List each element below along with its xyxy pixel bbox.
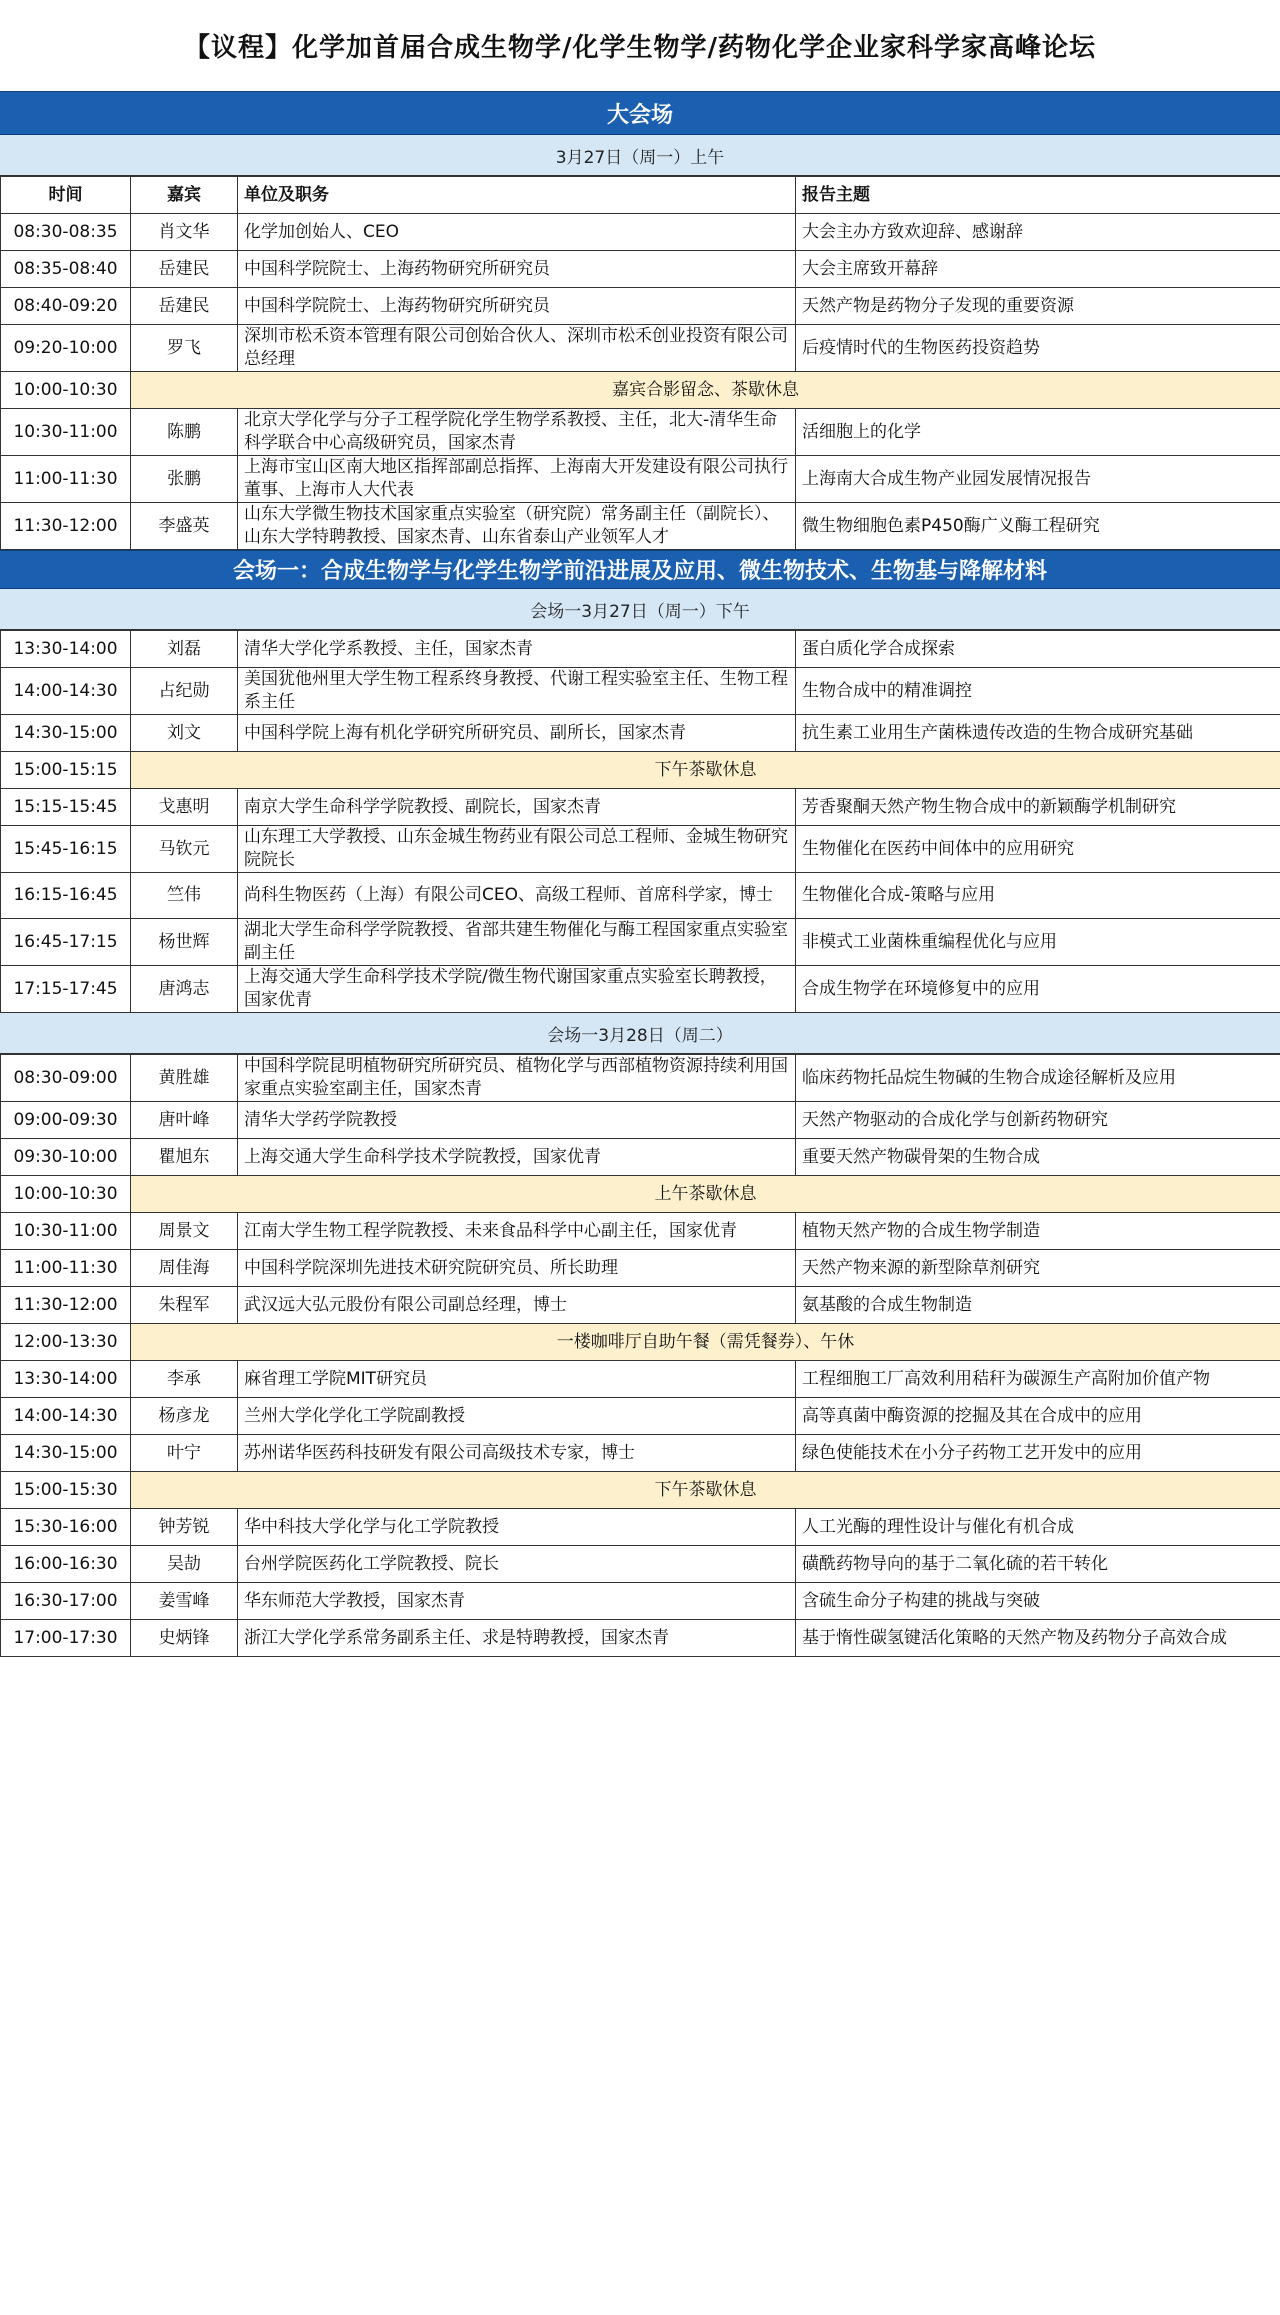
table-row: [1, 1509, 1280, 1546]
row-speaker: 周佳海: [131, 1250, 238, 1287]
row-time: 09:30-10:00: [1, 1139, 131, 1176]
row-time: 10:30-11:00: [1, 1213, 131, 1250]
row-time: 08:40-09:20: [1, 288, 131, 325]
row-topic: 磺酰药物导向的基于二氧化硫的若干转化: [796, 1546, 1280, 1583]
break-time: 15:00-15:30: [1, 1472, 131, 1509]
row-topic: 基于惰性碳氢键活化策略的天然产物及药物分子高效合成: [796, 1620, 1280, 1657]
table-row: [1, 826, 1280, 873]
row-topic: 生物合成中的精准调控: [796, 668, 1280, 715]
row-time: 15:45-16:15: [1, 826, 131, 873]
row-time: 15:15-15:45: [1, 789, 131, 826]
header-org: 单位及职务: [238, 177, 796, 214]
break-row: [1, 1324, 1280, 1361]
row-topic: 植物天然产物的合成生物学制造: [796, 1213, 1280, 1250]
table-row: [1, 873, 1280, 919]
session-date: 3月27日（周一）上午: [0, 135, 1280, 176]
row-time: 14:00-14:30: [1, 668, 131, 715]
row-organization: 中国科学院上海有机化学研究所研究员、副所长，国家杰青: [238, 715, 796, 752]
table-row: [1, 1620, 1280, 1657]
row-topic: 氨基酸的合成生物制造: [796, 1287, 1280, 1324]
table-row: [1, 1102, 1280, 1139]
table-row: [1, 668, 1280, 715]
row-organization: 兰州大学化学化工学院副教授: [238, 1398, 796, 1435]
row-time: 08:30-09:00: [1, 1055, 131, 1102]
row-time: 14:30-15:00: [1, 715, 131, 752]
row-time: 08:35-08:40: [1, 251, 131, 288]
row-topic: 活细胞上的化学: [796, 409, 1280, 456]
row-organization: 上海交通大学生命科学技术学院教授，国家优青: [238, 1139, 796, 1176]
row-topic: 后疫情时代的生物医药投资趋势: [796, 325, 1280, 372]
row-speaker: 戈惠明: [131, 789, 238, 826]
row-organization: 华东师范大学教授，国家杰青: [238, 1583, 796, 1620]
row-speaker: 占纪勋: [131, 668, 238, 715]
row-organization: 麻省理工学院MIT研究员: [238, 1361, 796, 1398]
break-time: 15:00-15:15: [1, 752, 131, 789]
row-time: 09:20-10:00: [1, 325, 131, 372]
row-speaker: 史炳锋: [131, 1620, 238, 1657]
header-topic: 报告主题: [796, 177, 1280, 214]
row-organization: 南京大学生命科学学院教授、副院长，国家杰青: [238, 789, 796, 826]
row-time: 15:30-16:00: [1, 1509, 131, 1546]
row-time: 16:45-17:15: [1, 919, 131, 966]
table-row: [1, 1583, 1280, 1620]
row-topic: 天然产物是药物分子发现的重要资源: [796, 288, 1280, 325]
row-organization: 清华大学药学院教授: [238, 1102, 796, 1139]
row-topic: 天然产物来源的新型除草剂研究: [796, 1250, 1280, 1287]
row-speaker: 唐叶峰: [131, 1102, 238, 1139]
row-time: 13:30-14:00: [1, 1361, 131, 1398]
row-speaker: 李盛英: [131, 503, 238, 550]
row-organization: 中国科学院院士、上海药物研究所研究员: [238, 288, 796, 325]
session-date: 会场一3月28日（周二）: [0, 1013, 1280, 1054]
row-time: 14:00-14:30: [1, 1398, 131, 1435]
row-time: 16:15-16:45: [1, 873, 131, 919]
row-speaker: 张鹏: [131, 456, 238, 503]
table-row: [1, 1435, 1280, 1472]
row-topic: 芳香聚酮天然产物生物合成中的新颖酶学机制研究: [796, 789, 1280, 826]
table-row: [1, 1250, 1280, 1287]
row-organization: 上海交通大学生命科学技术学院/微生物代谢国家重点实验室长聘教授，国家优青: [238, 966, 796, 1013]
row-organization: 中国科学院昆明植物研究所研究员、植物化学与西部植物资源持续利用国家重点实验室副主任，国家杰青: [238, 1055, 796, 1102]
table-row: [1, 456, 1280, 503]
row-organization: 台州学院医药化工学院教授、院长: [238, 1546, 796, 1583]
row-organization: 华中科技大学化学与化工学院教授: [238, 1509, 796, 1546]
table-row: [1, 1287, 1280, 1324]
session-date: 会场一3月27日（周一）下午: [0, 589, 1280, 630]
row-speaker: 陈鹏: [131, 409, 238, 456]
row-speaker: 罗飞: [131, 325, 238, 372]
break-label: 上午茶歇休息: [131, 1176, 1280, 1213]
table-row: [1, 1546, 1280, 1583]
venue-title: 大会场: [0, 91, 1280, 135]
table-row: [1, 715, 1280, 752]
venue-title: 会场一：合成生物学与化学生物学前沿进展及应用、微生物技术、生物基与降解材料: [0, 550, 1280, 589]
break-row: [1, 1472, 1280, 1509]
table-row: [1, 1055, 1280, 1102]
table-row: [1, 631, 1280, 668]
table-row: [1, 1213, 1280, 1250]
row-organization: 浙江大学化学系常务副系主任、求是特聘教授，国家杰青: [238, 1620, 796, 1657]
row-topic: 重要天然产物碳骨架的生物合成: [796, 1139, 1280, 1176]
row-time: 10:30-11:00: [1, 409, 131, 456]
row-speaker: 叶宁: [131, 1435, 238, 1472]
row-time: 14:30-15:00: [1, 1435, 131, 1472]
schedule-table: [0, 1054, 1280, 1657]
row-organization: 山东大学微生物技术国家重点实验室（研究院）常务副主任（副院长）、山东大学特聘教授、国家杰青、山东省泰山产业领军人才: [238, 503, 796, 550]
row-speaker: 李承: [131, 1361, 238, 1398]
row-time: 13:30-14:00: [1, 631, 131, 668]
row-organization: 江南大学生物工程学院教授、未来食品科学中心副主任，国家优青: [238, 1213, 796, 1250]
row-topic: 生物催化合成-策略与应用: [796, 873, 1280, 919]
row-speaker: 竺伟: [131, 873, 238, 919]
break-time: 10:00-10:30: [1, 372, 131, 409]
row-speaker: 刘文: [131, 715, 238, 752]
table-row: [1, 1361, 1280, 1398]
row-speaker: 岳建民: [131, 288, 238, 325]
table-row: [1, 789, 1280, 826]
break-row: [1, 372, 1280, 409]
row-topic: 绿色使能技术在小分子药物工艺开发中的应用: [796, 1435, 1280, 1472]
break-row: [1, 1176, 1280, 1213]
break-label: 下午茶歇休息: [131, 1472, 1280, 1509]
row-speaker: 瞿旭东: [131, 1139, 238, 1176]
row-time: 17:00-17:30: [1, 1620, 131, 1657]
row-speaker: 杨彦龙: [131, 1398, 238, 1435]
table-row: [1, 409, 1280, 456]
break-time: 10:00-10:30: [1, 1176, 131, 1213]
row-topic: 人工光酶的理性设计与催化有机合成: [796, 1509, 1280, 1546]
table-row: [1, 288, 1280, 325]
row-speaker: 岳建民: [131, 251, 238, 288]
header-speaker: 嘉宾: [131, 177, 238, 214]
row-time: 11:00-11:30: [1, 1250, 131, 1287]
row-speaker: 朱程军: [131, 1287, 238, 1324]
row-organization: 中国科学院深圳先进技术研究院研究员、所长助理: [238, 1250, 796, 1287]
break-label: 下午茶歇休息: [131, 752, 1280, 789]
row-speaker: 刘磊: [131, 631, 238, 668]
break-label: 一楼咖啡厅自助午餐（需凭餐券）、午休: [131, 1324, 1280, 1361]
page-title: 【议程】化学加首届合成生物学/化学生物学/药物化学企业家科学家高峰论坛: [184, 33, 1096, 63]
row-organization: 尚科生物医药（上海）有限公司CEO、高级工程师、首席科学家，博士: [238, 873, 796, 919]
row-topic: 非模式工业菌株重编程优化与应用: [796, 919, 1280, 966]
break-row: [1, 752, 1280, 789]
table-header-row: [1, 177, 1280, 214]
row-organization: 武汉远大弘元股份有限公司副总经理，博士: [238, 1287, 796, 1324]
row-organization: 化学加创始人、CEO: [238, 214, 796, 251]
row-topic: 临床药物托品烷生物碱的生物合成途径解析及应用: [796, 1055, 1280, 1102]
table-row: [1, 966, 1280, 1013]
row-time: 16:00-16:30: [1, 1546, 131, 1583]
row-speaker: 周景文: [131, 1213, 238, 1250]
row-organization: 中国科学院院士、上海药物研究所研究员: [238, 251, 796, 288]
row-organization: 清华大学化学系教授、主任，国家杰青: [238, 631, 796, 668]
row-speaker: 吴劼: [131, 1546, 238, 1583]
table-row: [1, 1139, 1280, 1176]
row-speaker: 姜雪峰: [131, 1583, 238, 1620]
row-time: 16:30-17:00: [1, 1583, 131, 1620]
row-speaker: 肖文华: [131, 214, 238, 251]
row-organization: 上海市宝山区南大地区指挥部副总指挥、上海南大开发建设有限公司执行董事、上海市人大代表: [238, 456, 796, 503]
row-topic: 抗生素工业用生产菌株遗传改造的生物合成研究基础: [796, 715, 1280, 752]
row-organization: 深圳市松禾资本管理有限公司创始合伙人、深圳市松禾创业投资有限公司总经理: [238, 325, 796, 372]
row-speaker: 唐鸿志: [131, 966, 238, 1013]
table-row: [1, 1398, 1280, 1435]
row-speaker: 黄胜雄: [131, 1055, 238, 1102]
row-speaker: 杨世辉: [131, 919, 238, 966]
table-row: [1, 214, 1280, 251]
row-topic: 大会主办方致欢迎辞、感谢辞: [796, 214, 1280, 251]
row-organization: 美国犹他州里大学生物工程系终身教授、代谢工程实验室主任、生物工程系主任: [238, 668, 796, 715]
row-topic: 天然产物驱动的合成化学与创新药物研究: [796, 1102, 1280, 1139]
row-time: 08:30-08:35: [1, 214, 131, 251]
row-time: 11:30-12:00: [1, 1287, 131, 1324]
row-topic: 蛋白质化学合成探索: [796, 631, 1280, 668]
row-topic: 合成生物学在环境修复中的应用: [796, 966, 1280, 1013]
row-topic: 工程细胞工厂高效利用秸秆为碳源生产高附加价值产物: [796, 1361, 1280, 1398]
row-organization: 苏州诺华医药科技研发有限公司高级技术专家，博士: [238, 1435, 796, 1472]
row-topic: 生物催化在医药中间体中的应用研究: [796, 826, 1280, 873]
row-time: 11:00-11:30: [1, 456, 131, 503]
agenda-body: [0, 91, 1280, 1657]
table-row: [1, 919, 1280, 966]
header-time: 时间: [1, 177, 131, 214]
table-row: [1, 503, 1280, 550]
schedule-table: [0, 630, 1280, 1013]
row-organization: 山东理工大学教授、山东金城生物药业有限公司总工程师、金城生物研究院院长: [238, 826, 796, 873]
row-topic: 微生物细胞色素P450酶广义酶工程研究: [796, 503, 1280, 550]
row-topic: 高等真菌中酶资源的挖掘及其在合成中的应用: [796, 1398, 1280, 1435]
table-row: [1, 325, 1280, 372]
break-label: 嘉宾合影留念、茶歇休息: [131, 372, 1280, 409]
row-speaker: 钟芳锐: [131, 1509, 238, 1546]
row-organization: 北京大学化学与分子工程学院化学生物学系教授、主任，北大-清华生命科学联合中心高级研究员，国家杰青: [238, 409, 796, 456]
row-speaker: 马钦元: [131, 826, 238, 873]
table-row: [1, 251, 1280, 288]
row-topic: 含硫生命分子构建的挑战与突破: [796, 1583, 1280, 1620]
row-time: 09:00-09:30: [1, 1102, 131, 1139]
row-topic: 上海南大合成生物产业园发展情况报告: [796, 456, 1280, 503]
row-time: 11:30-12:00: [1, 503, 131, 550]
schedule-table: [0, 176, 1280, 550]
row-topic: 大会主席致开幕辞: [796, 251, 1280, 288]
break-time: 12:00-13:30: [1, 1324, 131, 1361]
row-organization: 湖北大学生命科学学院教授、省部共建生物催化与酶工程国家重点实验室副主任: [238, 919, 796, 966]
row-time: 17:15-17:45: [1, 966, 131, 1013]
